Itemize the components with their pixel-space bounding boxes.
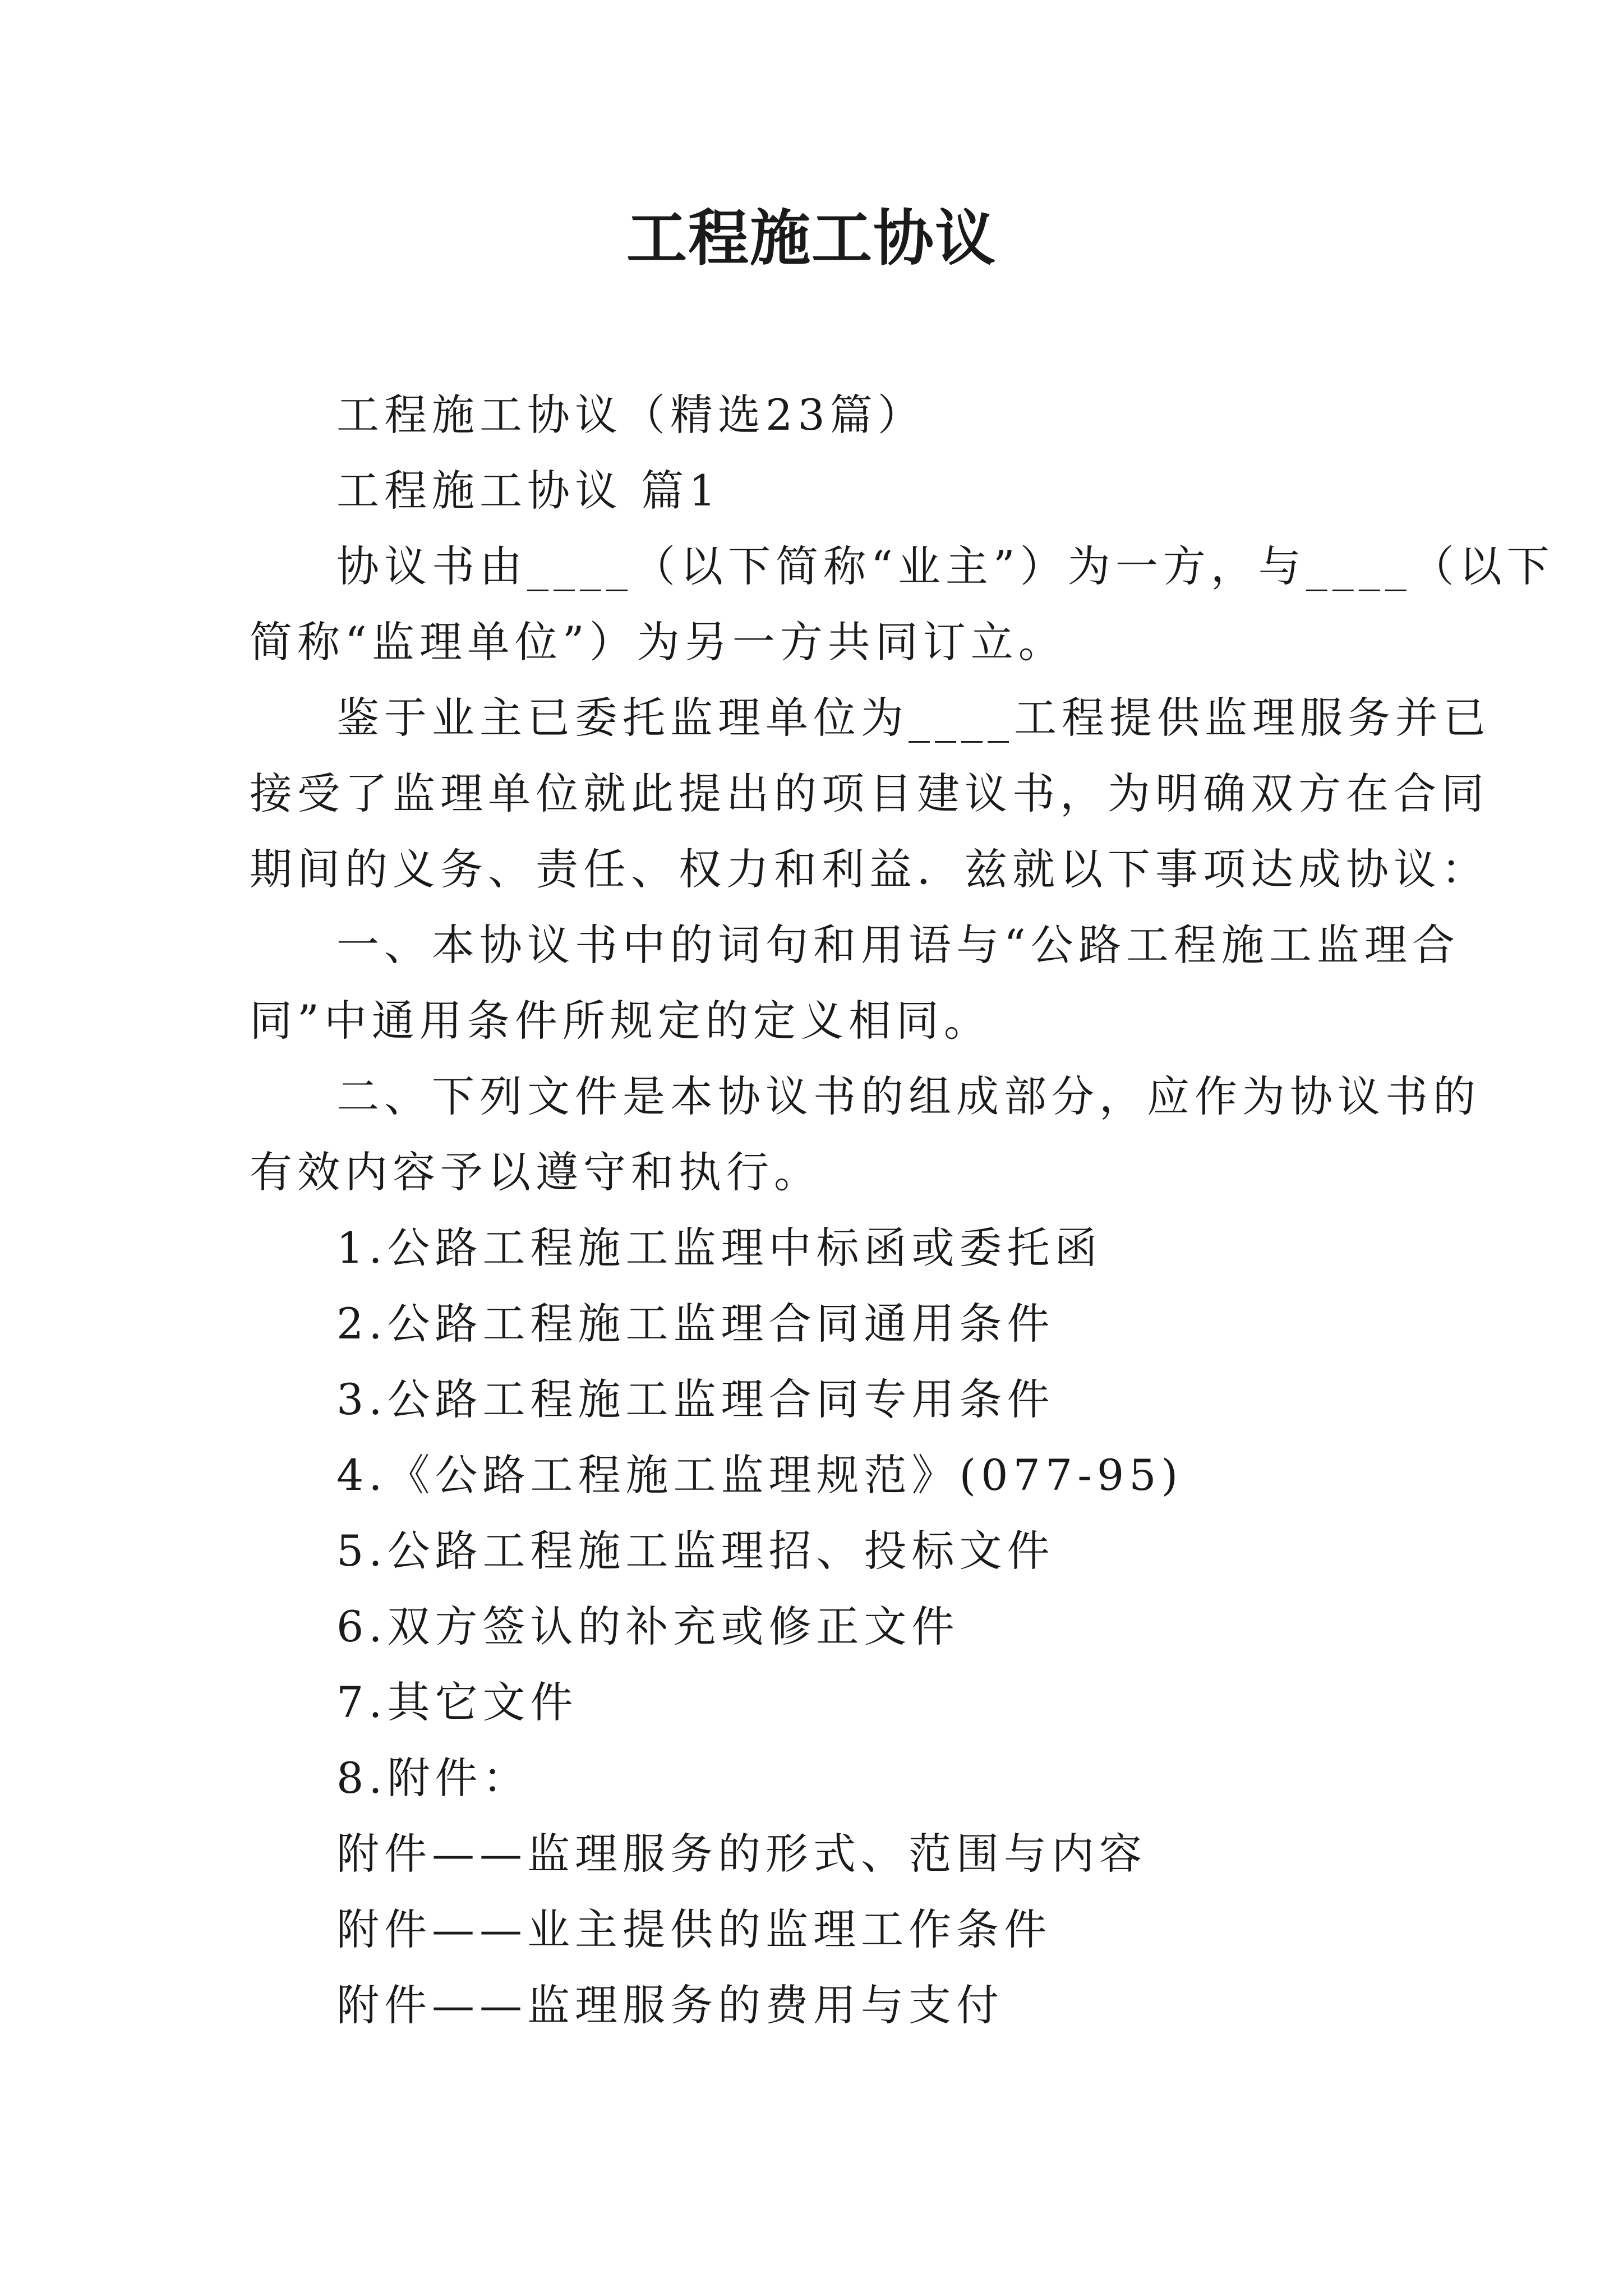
paragraph-line: 同”中通用条件所规定的定义相同。 bbox=[250, 996, 992, 1046]
paragraph-line: 有效内容予以遵守和执行。 bbox=[250, 1147, 822, 1197]
list-item: 3.公路工程施工监理合同专用条件 bbox=[336, 1374, 1055, 1424]
attachment-item: 附件——监理服务的形式、范围与内容 bbox=[336, 1829, 1147, 1879]
subtitle-line: 工程施工协议（精选23篇） bbox=[336, 390, 925, 440]
list-item: 2.公路工程施工监理合同通用条件 bbox=[336, 1299, 1055, 1349]
paragraph-line: 简称“监理单位”）为另一方共同订立。 bbox=[250, 617, 1066, 667]
paragraph-line: 接受了监理单位就此提出的项目建议书，为明确双方在合同 bbox=[250, 769, 1489, 818]
list-item: 8.附件： bbox=[336, 1753, 531, 1803]
paragraph-line: 一、本协议书中的词句和用语与“公路工程施工监理合 bbox=[336, 920, 1460, 970]
section-heading: 工程施工协议 篇1 bbox=[336, 466, 721, 516]
paragraph-line: 协议书由____（以下简称“业主”）为一方，与____（以下 bbox=[336, 541, 1555, 591]
paragraph-line: 二、下列文件是本协议书的组成部分，应作为协议书的 bbox=[336, 1071, 1481, 1121]
list-item: 7.其它文件 bbox=[336, 1677, 578, 1727]
list-item: 5.公路工程施工监理招、投标文件 bbox=[336, 1526, 1055, 1576]
attachment-item: 附件——业主提供的监理工作条件 bbox=[336, 1904, 1052, 1954]
attachment-item: 附件——监理服务的费用与支付 bbox=[336, 1980, 1004, 2030]
list-item: 4.《公路工程施工监理规范》(077-95) bbox=[336, 1450, 1183, 1500]
document-title: 工程施工协议 bbox=[626, 203, 997, 274]
paragraph-line: 期间的义务、责任、权力和利益．兹就以下事项达成协议： bbox=[250, 844, 1489, 894]
paragraph-line: 鉴于业主已委托监理单位为____工程提供监理服务并已 bbox=[336, 693, 1491, 743]
list-item: 1.公路工程施工监理中标函或委托函 bbox=[336, 1223, 1103, 1273]
list-item: 6.双方签认的补充或修正文件 bbox=[336, 1602, 960, 1651]
